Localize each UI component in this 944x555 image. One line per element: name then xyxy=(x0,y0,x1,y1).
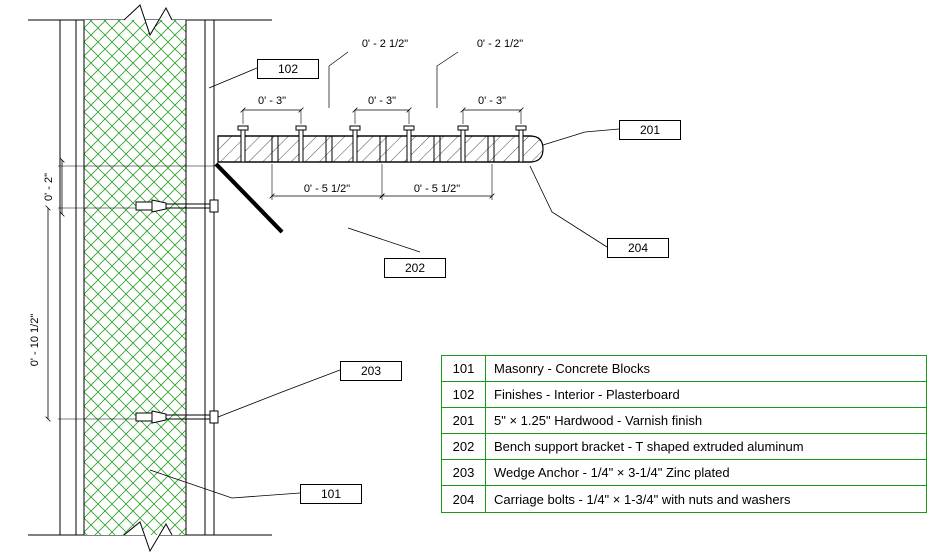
legend-code: 102 xyxy=(442,382,486,407)
legend-description: Finishes - Interior - Plasterboard xyxy=(494,387,680,402)
dim-top-upper-left: 0' - 2 1/2" xyxy=(361,38,409,50)
tag-101-label: 101 xyxy=(320,487,342,501)
legend-code: 201 xyxy=(442,408,486,433)
dim-vertical-small: 0' - 2" xyxy=(43,172,55,202)
tag-202[interactable] xyxy=(384,258,446,278)
legend-table xyxy=(441,355,927,513)
legend-code: 101 xyxy=(442,356,486,381)
dim-top-1: 0' - 3" xyxy=(257,95,287,107)
tag-203-label: 203 xyxy=(360,364,382,378)
tag-204-label: 204 xyxy=(627,241,649,255)
tag-202-label: 202 xyxy=(404,261,426,275)
bench-assembly xyxy=(218,126,543,162)
legend-description: Wedge Anchor - 1/4" × 3-1/4" Zinc plated xyxy=(494,465,730,480)
tag-102-label: 102 xyxy=(277,62,299,76)
tag-201[interactable] xyxy=(619,120,681,140)
wall-assembly xyxy=(28,5,272,551)
legend-description: Bench support bracket - T shaped extruded aluminum xyxy=(494,439,804,454)
legend-row xyxy=(442,356,926,382)
legend-row xyxy=(442,486,926,512)
top-dimension-chain xyxy=(243,38,523,124)
tag-102[interactable] xyxy=(257,59,319,79)
dim-top-upper-right: 0' - 2 1/2" xyxy=(476,38,524,50)
tag-101[interactable] xyxy=(300,484,362,504)
legend-row xyxy=(442,434,926,460)
legend-description: Carriage bolts - 1/4" × 1-3/4" with nuts and washers xyxy=(494,491,791,507)
legend-description: Masonry - Concrete Blocks xyxy=(494,361,651,376)
legend-row xyxy=(442,382,926,408)
dim-vertical-large: 0' - 10 1/2" xyxy=(29,313,41,367)
legend-row xyxy=(442,408,926,434)
dim-top-3: 0' - 3" xyxy=(477,95,507,107)
tag-201-label: 201 xyxy=(639,123,661,137)
dim-bottom-1: 0' - 5 1/2" xyxy=(303,183,351,195)
tag-203[interactable] xyxy=(340,361,402,381)
legend-row xyxy=(442,460,926,486)
dim-bottom-2: 0' - 5 1/2" xyxy=(413,183,461,195)
legend-description: 5" × 1.25" Hardwood - Varnish finish xyxy=(494,413,703,428)
tag-204[interactable] xyxy=(607,238,669,258)
legend-code: 204 xyxy=(442,486,486,512)
dim-top-2: 0' - 3" xyxy=(367,95,397,107)
legend-code: 202 xyxy=(442,434,486,459)
bottom-dimension-chain xyxy=(272,164,492,200)
legend-code: 203 xyxy=(442,460,486,485)
